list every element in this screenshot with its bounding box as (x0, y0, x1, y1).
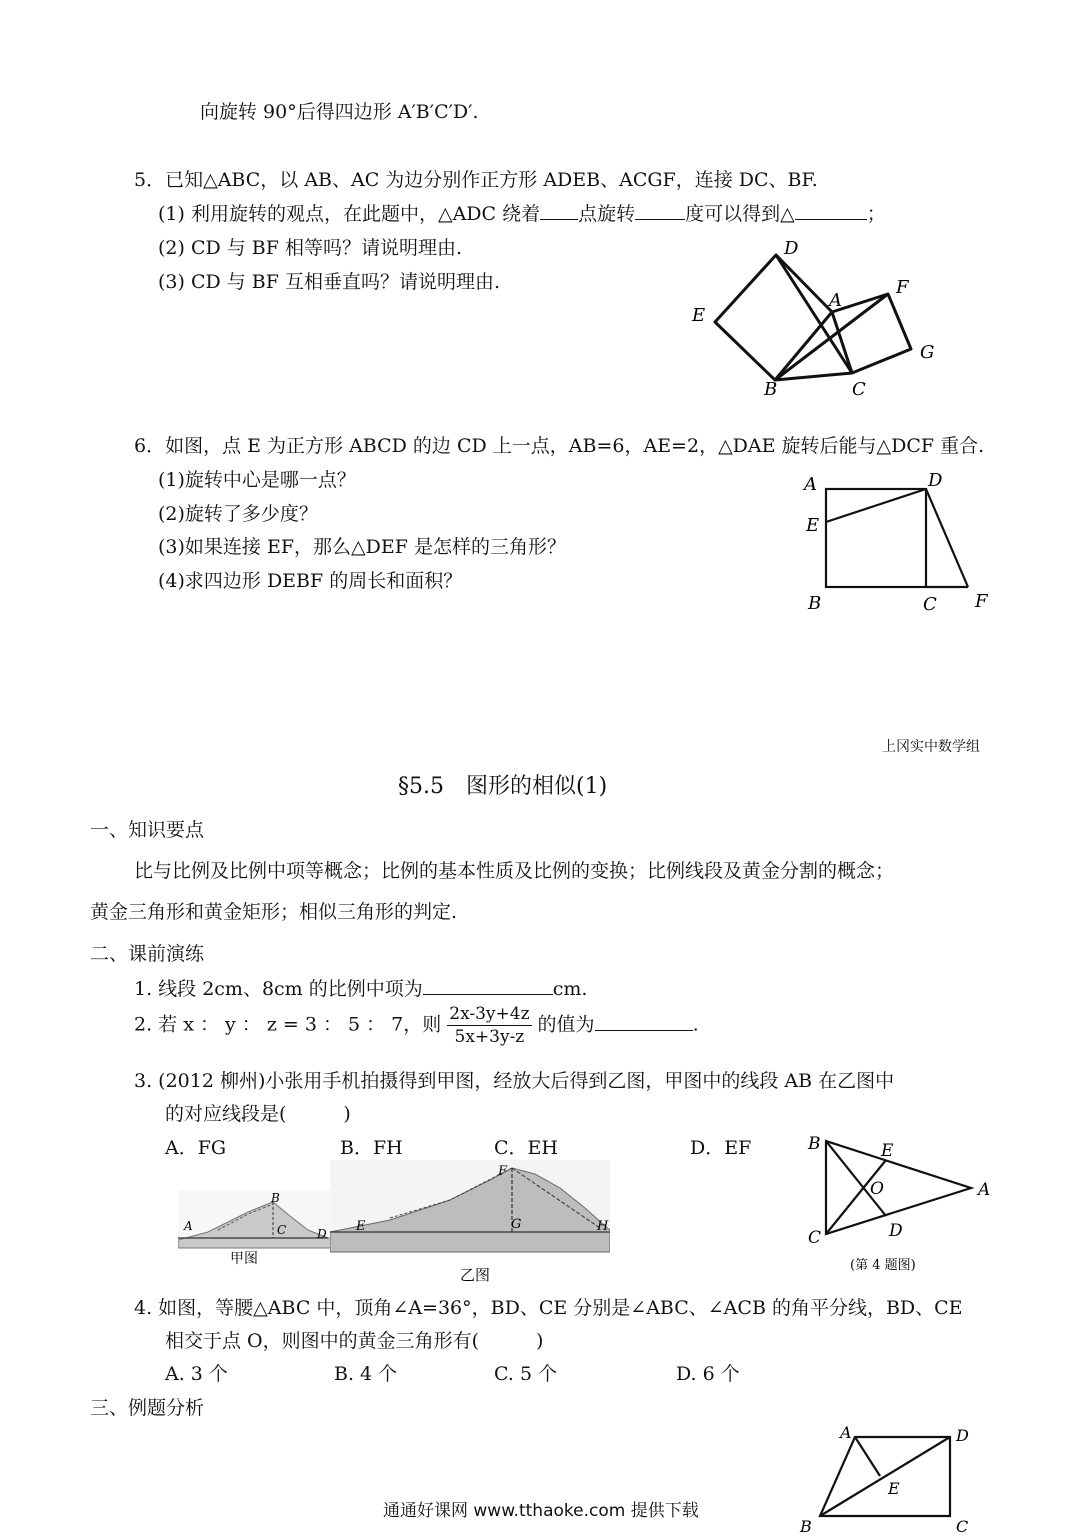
q6-segment-de (826, 489, 926, 522)
part1-heading: 一、知识要点 (90, 819, 205, 841)
q5-part1-text-c: 度可以得到△ (685, 203, 795, 225)
q5-part2: (2) CD 与 BF 相等吗？请说明理由. (158, 237, 463, 259)
p2-q3-line1: 3. (2012 柳州)小张用手机拍摄得到甲图，经放大后得到乙图，甲图中的线段 AB 在乙图中 (134, 1070, 895, 1092)
group-name: 上冈实中数学组 (882, 739, 980, 755)
q6-label-d: D (928, 470, 943, 491)
q4-label-a: A (978, 1180, 991, 1200)
p2-q1-blank[interactable] (423, 978, 553, 995)
part2-heading: 二、课前演练 (90, 943, 205, 965)
p2-q1-text-a: 1. 线段 2cm、8cm 的比例中项为 (134, 978, 423, 1000)
q5-blank-angle[interactable] (635, 203, 685, 220)
part3-label-a: A (840, 1423, 852, 1442)
q5-label-g: G (920, 342, 935, 363)
q5-stem: 5．已知△ABC，以 AB、AC 为边分别作正方形 ADEB、ACGF，连接 DC、BF. (134, 169, 818, 191)
part3-label-d: D (956, 1426, 969, 1445)
p2-q4-option-c: C. 5 个 (494, 1363, 558, 1385)
part1-line2: 黄金三角形和黄金矩形；相似三角形的判定. (90, 901, 458, 923)
photo-yi (330, 1160, 610, 1285)
part3-label-b: B (800, 1517, 812, 1536)
q6-label-c: C (923, 594, 937, 615)
p2-q2-text-b: 的值为 (537, 1013, 595, 1036)
p2-q2-blank[interactable] (595, 1014, 693, 1031)
photo-jia-label-b: B (271, 1191, 280, 1205)
part3-segment-ae (855, 1437, 880, 1476)
q6-part2: (2)旋转了多少度？ (158, 503, 318, 525)
part3-label-e: E (888, 1479, 900, 1498)
p2-q1 (134, 974, 587, 1001)
q4-label-b: B (808, 1134, 821, 1154)
q6-label-f: F (975, 591, 988, 612)
p2-q3-option-a: A．FG (165, 1137, 227, 1159)
footer-text: 通通好课网 www.tthaoke.com 提供下载 (383, 1501, 699, 1521)
q4-figure (795, 1125, 1000, 1275)
q4-label-d: D (889, 1221, 903, 1241)
q5-label-d: D (784, 238, 799, 259)
p2-q3-option-c: C．EH (494, 1137, 558, 1159)
p2-q4-line2: 相交于点 O，则图中的黄金三角形有( ) (165, 1330, 544, 1352)
q5-segment-dc (776, 255, 852, 373)
part1-line1: 比与比例及比例中项等概念；比例的基本性质及比例的变换；比例线段及黄金分割的概念； (134, 860, 895, 882)
q5-part1-text-d: ； (866, 203, 886, 225)
p2-q2-denominator: 5x+3y-z (454, 1027, 525, 1047)
photo-jia-label-d: D (317, 1227, 327, 1241)
p2-q3-option-b: B．FH (340, 1137, 403, 1159)
q6-stem: 6．如图，点 E 为正方形 ABCD 的边 CD 上一点，AB=6，AE=2，△DAE 旋转后能与△DCF 重合. (134, 435, 985, 457)
p2-q4-option-b: B. 4 个 (334, 1363, 398, 1385)
q5-figure (680, 230, 950, 405)
q6-label-e: E (806, 515, 820, 536)
p2-q2-text-c: . (692, 1013, 699, 1036)
photo-jia-label-c: C (277, 1223, 287, 1237)
p2-q2-text-a: 2. 若 x ： y ： z = 3 ： 5 ： 7，则 (134, 1013, 442, 1036)
q5-part1-text-a: (1) 利用旋转的观点，在此题中，△ADC 绕着 (158, 203, 541, 225)
q6-square-abcd (826, 489, 926, 587)
q5-label-b: B (764, 379, 778, 400)
p2-q1-text-b: cm. (552, 978, 588, 1000)
p2-q3-option-d: D．EF (690, 1137, 752, 1159)
q4-label-e: E (881, 1141, 894, 1161)
q4-label-o: O (870, 1179, 884, 1199)
q5-segment-bc (775, 373, 852, 380)
part3-figure (795, 1420, 995, 1536)
q5-square-adeb (715, 255, 832, 380)
q5-label-c: C (852, 379, 866, 400)
q4-label-c: C (808, 1228, 822, 1248)
q5-label-e: E (692, 305, 706, 326)
q4-figure-caption: (第 4 题图) (850, 1258, 916, 1273)
photo-yi-label-g: G (511, 1217, 522, 1232)
photo-jia (178, 1190, 333, 1270)
p2-q3-line2: 的对应线段是( ) (165, 1103, 351, 1125)
q5-label-f: F (896, 277, 909, 298)
q6-part3: (3)如果连接 EF，那么△DEF 是怎样的三角形？ (158, 536, 566, 558)
q5-blank-center[interactable] (540, 203, 578, 220)
photo-yi-label-f: F (498, 1164, 508, 1179)
part3-heading: 三、例题分析 (90, 1397, 205, 1419)
q5-blank-triangle[interactable] (795, 203, 867, 220)
q6-label-a: A (804, 474, 817, 495)
p2-q4-option-a: A. 3 个 (165, 1363, 228, 1385)
q6-figure (795, 465, 1005, 620)
q6-label-b: B (808, 593, 822, 614)
p2-q2 (134, 1003, 699, 1048)
photo-yi-label-e: E (356, 1219, 366, 1234)
q6-segment-df (926, 489, 968, 587)
section-title: §5.5 图形的相似(1) (398, 774, 608, 799)
q5-part1-text-b: 点旋转 (578, 203, 636, 225)
q5-part3: (3) CD 与 BF 互相垂直吗？请说明理由. (158, 271, 501, 293)
photo-jia-label-a: A (184, 1219, 193, 1233)
p2-q4-option-d: D. 6 个 (676, 1363, 740, 1385)
q6-part4: (4)求四边形 DEBF 的周长和面积？ (158, 570, 463, 592)
photo-jia-caption: 甲图 (230, 1251, 258, 1267)
part3-label-c: C (956, 1517, 969, 1536)
continuation-text: 向旋转 90°后得四边形 A′B′C′D′. (200, 101, 479, 123)
p2-q2-fraction (447, 1003, 531, 1048)
photo-yi-label-h: H (597, 1219, 609, 1234)
part3-segment-bd (820, 1437, 950, 1516)
p2-q2-numerator: 2x-3y+4z (449, 1004, 530, 1024)
q5-part1 (158, 199, 886, 226)
q5-label-a: A (829, 290, 842, 311)
p2-q4-line1: 4. 如图，等腰△ABC 中，顶角∠A=36°，BD、CE 分别是∠ABC、∠ACB 的角平分线，BD、CE (134, 1297, 963, 1319)
q6-part1: (1)旋转中心是哪一点？ (158, 469, 356, 491)
photo-yi-caption: 乙图 (460, 1266, 491, 1284)
